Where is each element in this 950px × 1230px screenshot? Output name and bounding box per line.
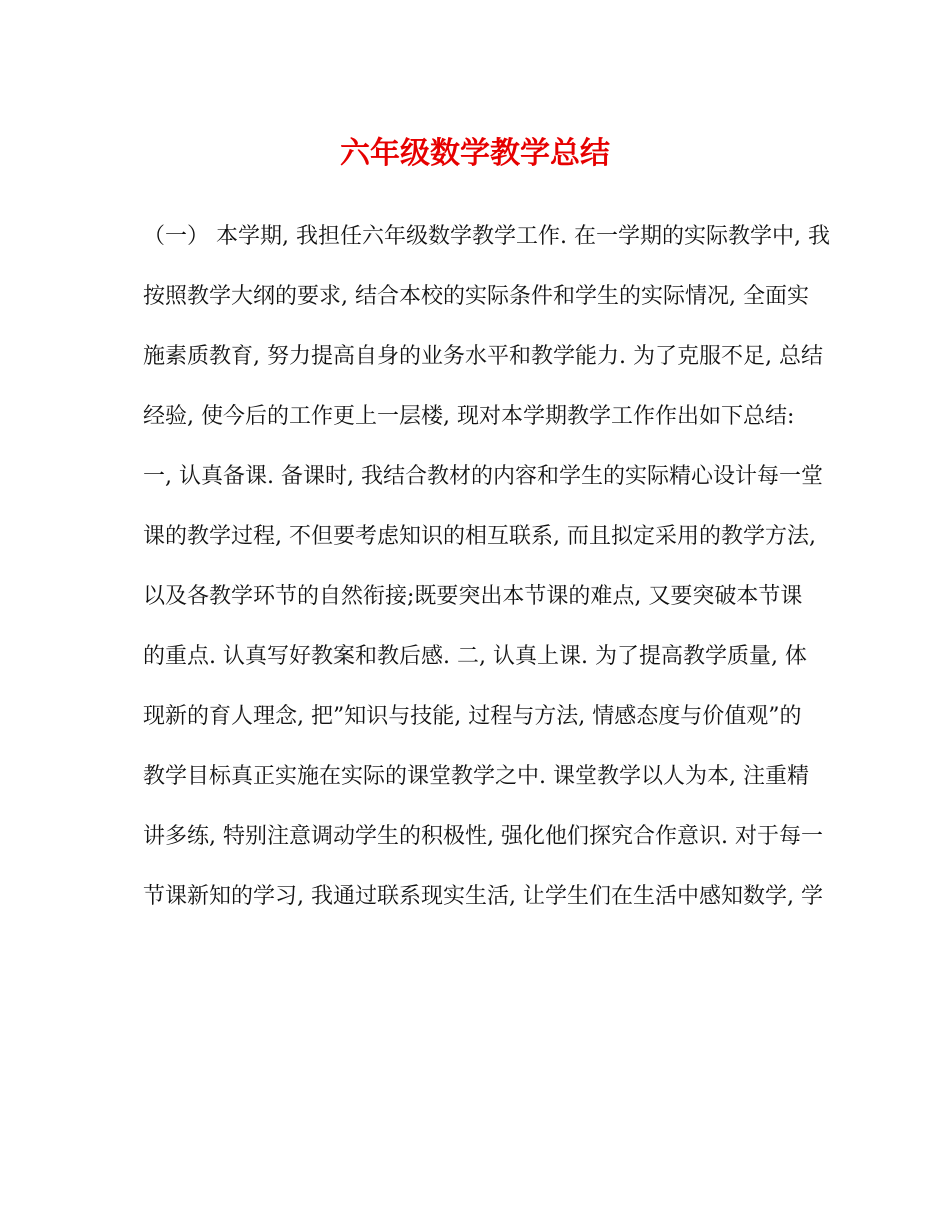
body-line: 经验, 使今后的工作更上一层楼, 现对本学期教学工作作出如下总结: [143,404,795,429]
document-title: 六年级数学教学总结 [340,136,610,171]
body-line: 教学目标真正实施在实际的课堂教学之中. 课堂教学以人为本, 注重精 [143,764,809,789]
body-line: 以及各教学环节的自然衔接;既要突出本节课的难点, 又要突破本节课 [143,584,803,609]
body-line: 节课新知的学习, 我通过联系现实生活, 让学生们在生活中感知数学, 学 [143,884,823,909]
body-line: （一） 本学期, 我担任六年级数学教学工作. 在一学期的实际教学中, 我 [143,224,830,249]
body-line: 的重点. 认真写好教案和教后感. 二, 认真上课. 为了提高教学质量, 体 [143,644,807,669]
body-line: 现新的育人理念, 把”知识与技能, 过程与方法, 情感态度与价值观”的 [143,704,802,729]
body-line: 讲多练, 特别注意调动学生的积极性, 强化他们探究合作意识. 对于每一 [143,824,823,849]
body-line: 课的教学过程, 不但要考虑知识的相互联系, 而且拟定采用的教学方法, [143,524,816,549]
body-line: 按照教学大纲的要求, 结合本校的实际条件和学生的实际情况, 全面实 [143,284,809,309]
body-line: 施素质教育, 努力提高自身的业务水平和教学能力. 为了克服不足, 总结 [143,344,823,369]
body-line: 一, 认真备课. 备课时, 我结合教材的内容和学生的实际精心设计每一堂 [143,464,823,489]
document-body [143,217,830,937]
